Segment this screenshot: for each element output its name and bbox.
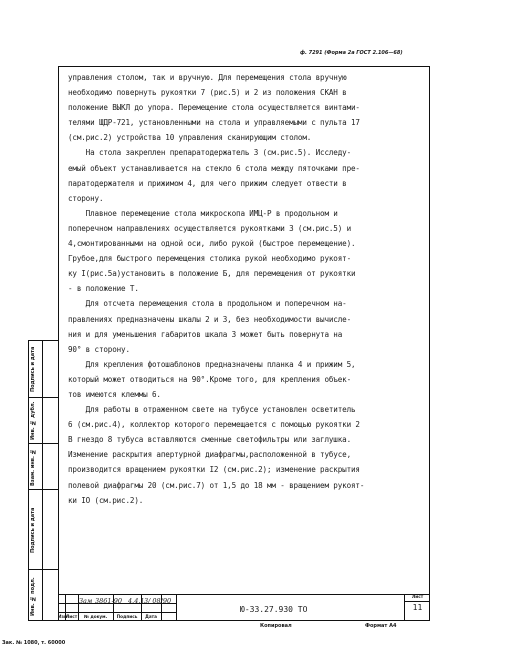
text-line: 6 (см.рис.4), коллектор которого перемещается с помощью рукоятки 2 <box>68 420 360 430</box>
strip-label-replace-inv: Взам. инв. № <box>30 448 36 486</box>
text-line: Грубое,для быстрого перемещения столика рукой необходимо рукоят- <box>68 254 351 264</box>
text-line: На стола закреплен препаратодержатель 3 (см.рис.5). Исследу- <box>68 148 351 158</box>
text-line: телями ШДР-721, установленными на стола и управляемыми с пульта 17 <box>68 118 360 128</box>
sheet-box <box>404 594 430 621</box>
text-line: паратодержателя и прижимом 4, для чего прижим следует отвести в <box>68 178 347 188</box>
text-line: который может отводиться на 90°.Кроме того, для крепления объек- <box>68 374 351 384</box>
text-line: производится вращением рукоятки I2 (см.рис.2); изменение раскрытия <box>68 465 360 475</box>
strip-label-signature-date-1: Подпись и дата <box>30 346 36 392</box>
header-doc-number: № докум. <box>83 614 108 619</box>
format-label: Формат А4 <box>365 623 397 629</box>
text-line: 4,смонтированными на одной оси, либо рукой (быстрое перемещение). <box>68 239 356 249</box>
header-date: Дата <box>145 614 157 619</box>
text-line: положение ВЫКЛ до упора. Перемещение стола осуществляется винтами- <box>68 103 360 113</box>
text-line: правлениях предназначены шкалы 2 и 3, без необходимости вычисле- <box>68 314 351 324</box>
form-label: ф. 7291 (Форма 2а ГОСТ 2.106—68) <box>300 50 403 56</box>
header-sheet: Лист <box>65 614 78 619</box>
text-line: поперечном направлениях осуществляется рукоятками 3 (см.рис.5) и <box>68 223 351 233</box>
header-signature: Подпись <box>116 614 138 619</box>
document-body <box>68 70 430 508</box>
text-line: ки IO (см.рис.2). <box>68 495 144 505</box>
text-line: Для работы в отраженном свете на тубусе установлен осветитель <box>68 405 356 415</box>
text-line: Изменение раскрытия апертурной диафрагмы,расположенной в тубусе, <box>68 450 351 460</box>
text-line: необходимо повернуть рукоятки 7 (рис.5) и 2 из положения СКАН в <box>68 88 347 98</box>
handwritten-signature: 4.4.1 <box>128 597 145 605</box>
copied-label: Копировал <box>260 623 292 629</box>
text-line: сторону. <box>68 193 104 203</box>
handwritten-date: 3/ 08/90 <box>144 597 172 605</box>
handwritten-notice: 3861-90 <box>95 597 123 605</box>
text-line: 90° в сторону. <box>68 344 130 354</box>
text-line: ку I(рис.5а)установить в положение Б, для перемещения от рукоятки <box>68 269 356 279</box>
strip-label-dup-inv: Инв. № дубл. <box>30 401 36 441</box>
strip-label-signature-date-2: Подпись и дата <box>30 507 36 553</box>
text-line: В гнездо 8 тубуса вставляются сменные светофильтры или заглушка. <box>68 435 351 445</box>
order-label: Зак. № 1080, т. 60000 <box>2 640 66 646</box>
left-stamp-strip <box>28 340 58 621</box>
text-line: Для крепления фотошаблонов предназначены планка 4 и прижим 5, <box>68 359 356 369</box>
text-line: (см.рис.2) устройства 10 управления сканирующим столом. <box>68 133 312 143</box>
text-line: тов имеются клеммы 6. <box>68 389 161 399</box>
text-line: Для отсчета перемещения стола в продольном и поперечном на- <box>68 299 347 309</box>
text-line: емый объект устанавливается на стекло 6 стола между пяточками пре- <box>68 163 360 173</box>
document-code: Ю-33.27.930 ТО <box>240 605 308 614</box>
handwritten-change: Зам <box>79 597 93 605</box>
strip-label-orig-inv: Инв. № подл. <box>30 577 36 616</box>
text-line: управления столом, так и вручную. Для перемещения стола вручную <box>68 73 347 82</box>
sheet-number: 11 <box>412 603 423 612</box>
header-change: Изм <box>58 614 68 619</box>
text-line: Плавное перемещение стола микроскопа ИМЦ-Р в продольном и <box>68 208 338 218</box>
text-line: полевой диафрагмы 20 (см.рис.7) от 1,5 до 18 мм - вращением рукоят- <box>68 480 365 490</box>
sheet-label: Лист <box>405 594 430 602</box>
text-line: - в положение Т. <box>68 284 139 294</box>
text-line: ния и для уменьшения габаритов шкала 3 может быть повернута на <box>68 329 343 339</box>
